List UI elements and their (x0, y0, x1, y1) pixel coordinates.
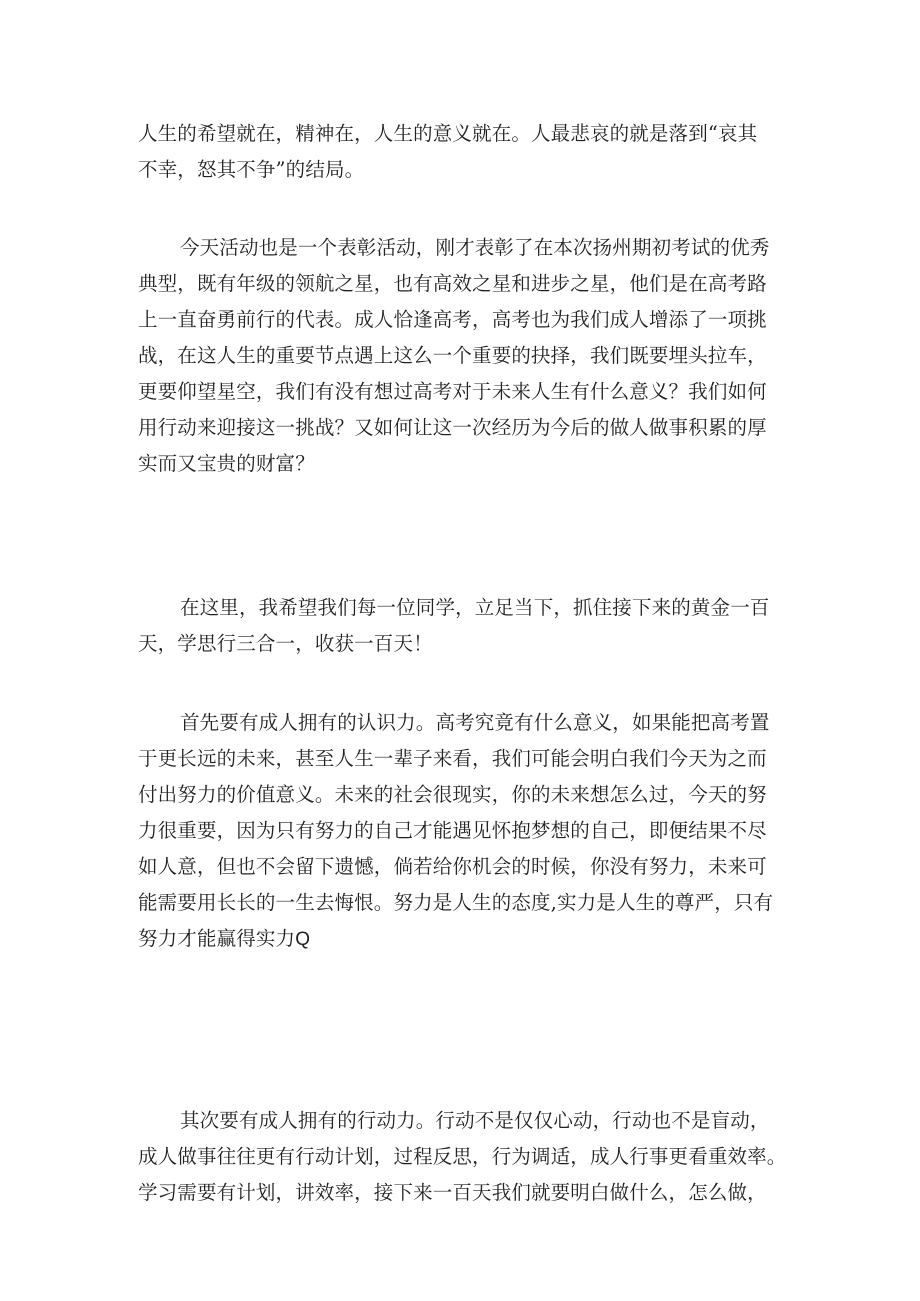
paragraph-line: 今天活动也是一个表彰活动，刚才表彰了在本次扬州期初考试的优秀 (180, 236, 770, 259)
paragraph-3 (138, 590, 798, 662)
paragraph-line: 典型，既有年级的领航之星，也有高效之星和进步之星，他们是在高考路 (138, 272, 767, 295)
paragraph-line: 于更长远的未来，甚至人生一辈子来看，我们可能会明白我们今天为之而 (138, 747, 767, 770)
paragraph-4 (138, 705, 798, 957)
paragraph-line: 上一直奋勇前行的代表。成人恰逢高考，高考也为我们成人增添了一项挑 (138, 308, 767, 331)
paragraph-line: 成人做事往往更有行动计划，过程反思，行为调适，成人行事更看重效率。 (138, 1145, 787, 1168)
paragraph-line: 付出努力的价值意义。未来的社会很现实，你的未来想怎么过，今天的努 (138, 783, 767, 806)
paragraph-line: 其次要有成人拥有的行动力。行动不是仅仅心动，行动也不是盲动， (180, 1109, 770, 1132)
paragraph-line: 天，学思行三合一，收获一百天！ (138, 632, 433, 655)
paragraph-line: 如人意，但也不会留下遗憾，倘若给你机会的时候，你没有努力，未来可 (138, 855, 767, 878)
paragraph-line-end-mark: Q (295, 929, 311, 950)
paragraph-line (138, 921, 798, 957)
paragraph-line: 用行动来迎接这一挑战？又如何让这一次经历为今后的做人做事积累的厚 (138, 416, 767, 439)
paragraph-line: 力很重要，因为只有努力的自己才能遇见怀抱梦想的自己，即便结果不尽 (138, 819, 767, 842)
paragraph-line: 能需要用长长的一生去悔恨。努力是人生的态度,实力是人生的尊严，只有 (138, 891, 774, 914)
paragraph-line: 首先要有成人拥有的认识力。高考究竟有什么意义，如果能把高考置 (180, 711, 770, 734)
paragraph-line: 人生的希望就在，精神在，人生的意义就在。人最悲哀的就是落到“哀其 (138, 122, 758, 145)
paragraph-line: 在这里，我希望我们每一位同学，立足当下，抓住接下来的黄金一百 (180, 596, 770, 619)
paragraph-5 (138, 1103, 798, 1211)
paragraph-line: 实而又宝贵的财富？ (138, 452, 315, 475)
paragraph-line: 学习需要有计划，讲效率，接下来一百天我们就要明白做什么，怎么做， (138, 1181, 767, 1204)
paragraph-2 (138, 230, 798, 482)
paragraph-line: 战，在这人生的重要节点遇上这么一个重要的抉择，我们既要埋头拉车， (138, 344, 767, 367)
paragraph-line: 更要仰望星空，我们有没有想过高考对于未来人生有什么意义？我们如何 (138, 380, 767, 403)
paragraph-line-text: 努力才能赢得实力 (138, 927, 296, 950)
paragraph-1 (138, 116, 798, 188)
paragraph-line: 不幸，怒其不争”的结局。 (138, 158, 365, 181)
